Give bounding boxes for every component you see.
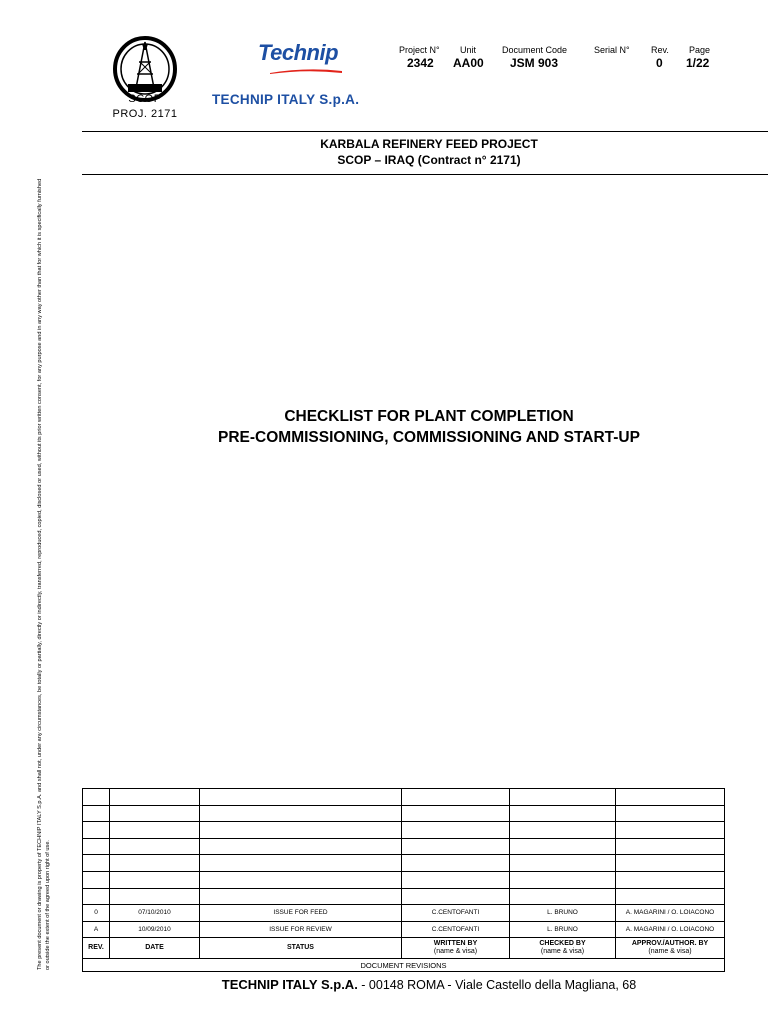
name-visa-note: (name & visa)	[433, 948, 478, 956]
table-row	[83, 838, 725, 855]
checked-by-cell: L. BRUNO	[510, 905, 616, 922]
project-name: KARBALA REFINERY FEED PROJECT	[320, 137, 538, 151]
project-number-label: Project N°	[399, 45, 440, 55]
table-row	[83, 789, 725, 806]
status-cell: ISSUE FOR FEED	[200, 905, 402, 922]
table-row	[83, 921, 725, 938]
technip-swoosh-icon	[270, 68, 342, 74]
serial-number-label: Serial N°	[594, 45, 630, 55]
document-code-label: Document Code	[502, 45, 568, 55]
table-row	[83, 805, 725, 822]
written-by-cell: C.CENTOFANTI	[402, 905, 510, 922]
unit-value: AA00	[453, 56, 484, 70]
checked-by-cell: L. BRUNO	[510, 921, 616, 938]
document-title-line2: PRE-COMMISSIONING, COMMISSIONING AND START-UP	[218, 429, 640, 446]
client-logo-text: SCOP	[128, 93, 162, 105]
approved-by-header-label: APPROV./AUTHOR. BY	[631, 940, 709, 948]
table-row	[83, 888, 725, 905]
table-row	[83, 871, 725, 888]
rev-header	[83, 938, 110, 959]
table-row	[83, 822, 725, 839]
footer-company: TECHNIP ITALY S.p.A.	[221, 977, 358, 992]
date-cell: 10/09/2010	[110, 921, 200, 938]
page-value: 1/22	[686, 56, 710, 70]
project-divider	[82, 174, 768, 175]
date-cell: 07/10/2010	[110, 905, 200, 922]
page-label: Page	[689, 45, 711, 55]
rev-cell: 0	[83, 905, 110, 922]
document-code-value: JSM 903	[510, 56, 559, 70]
name-visa-note: (name & visa)	[648, 948, 692, 956]
revision-table	[82, 788, 725, 972]
rev-cell: A	[83, 921, 110, 938]
approved-by-cell: A. MAGARINI / O. LOIACONO	[616, 921, 725, 938]
document-title-line1: CHECKLIST FOR PLANT COMPLETION	[284, 408, 574, 425]
company-name: TECHNIP ITALY S.p.A.	[212, 92, 360, 107]
status-cell: ISSUE FOR REVIEW	[200, 921, 402, 938]
table-row	[83, 855, 725, 872]
date-header	[110, 938, 200, 959]
status-header	[200, 938, 402, 959]
table-caption-row	[83, 959, 725, 972]
footer	[82, 977, 768, 992]
disclaimer-container	[36, 178, 62, 970]
client-project-number: PROJ. 2171	[112, 108, 178, 120]
written-by-header	[402, 938, 510, 959]
header-divider	[82, 131, 768, 132]
table-row	[83, 905, 725, 922]
written-by-header-label: WRITTEN BY	[433, 940, 478, 948]
checked-by-header	[510, 938, 616, 959]
name-visa-note: (name & visa)	[540, 948, 585, 956]
revision-value: 0	[656, 56, 663, 70]
property-disclaimer: The present document or drawing is property of TECHNIP ITALY S.p.A. and shall not, under any circumstances, be totally or partially, directly or indirectly, transferred, reproduced, copied, disclosed or used, without its prior written consent, for any purpose and in any way other than that for which it is specifically furnished or outside the extent of the agreed upon right of use.	[37, 178, 51, 970]
document-revisions-caption: DOCUMENT REVISIONS	[83, 959, 725, 972]
rev-header-label: REV.	[88, 944, 104, 952]
approved-by-cell: A. MAGARINI / O. LOIACONO	[616, 905, 725, 922]
project-client-contract: SCOP – IRAQ (Contract n° 2171)	[337, 153, 521, 167]
unit-label: Unit	[460, 45, 477, 55]
checked-by-header-label: CHECKED BY	[539, 940, 586, 948]
approved-by-header	[616, 938, 725, 959]
status-header-label: STATUS	[287, 944, 314, 952]
technip-wordmark: Technip	[258, 40, 339, 65]
revision-label: Rev.	[651, 45, 669, 55]
table-header-row	[83, 938, 725, 959]
footer-address: - 00148 ROMA - Viale Castello della Magliana, 68	[357, 978, 637, 992]
date-header-label: DATE	[145, 944, 164, 952]
written-by-cell: C.CENTOFANTI	[402, 921, 510, 938]
project-number-value: 2342	[407, 56, 434, 70]
